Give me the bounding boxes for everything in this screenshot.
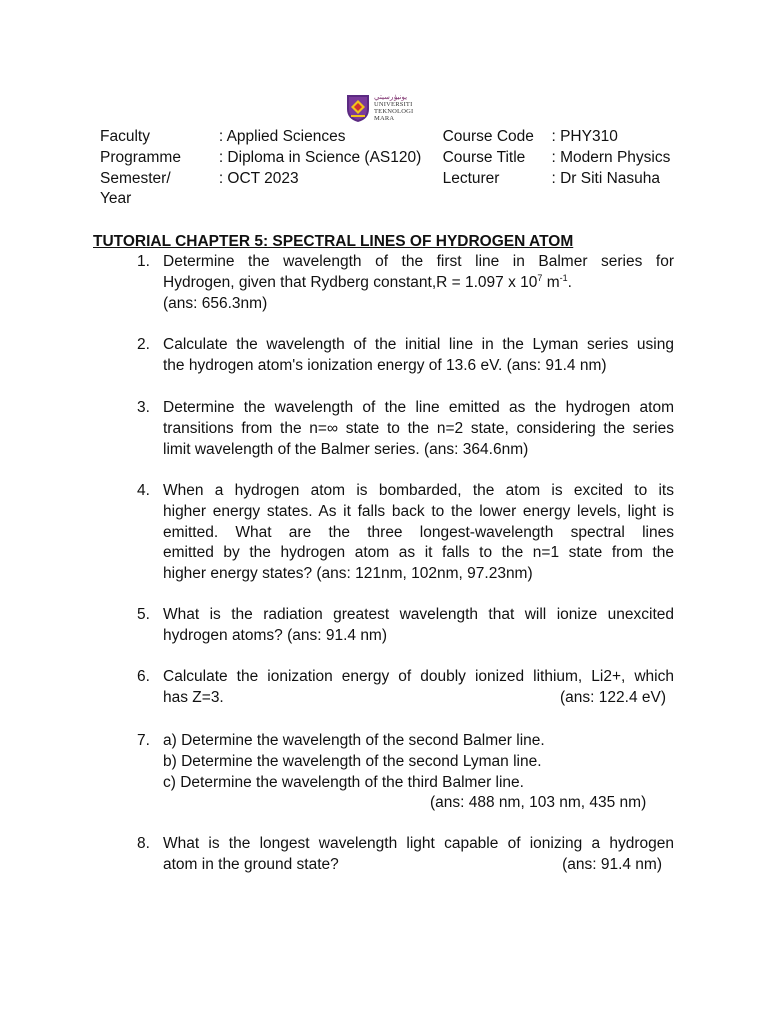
faculty-label: Faculty [100, 128, 150, 145]
question-text-line: hydrogen atoms? (ans: 91.4 nm) [163, 626, 388, 644]
course-code-value: : PHY310 [551, 128, 618, 145]
question-number: 1. [137, 253, 150, 270]
question-text-line: What is the radiation greatest wavelength that will ionize unexcited [163, 606, 674, 623]
question-number: 5. [137, 606, 150, 623]
answer-text: (ans: 91.4 nm) [562, 855, 662, 873]
logo-line-1: UNIVERSITI [374, 101, 413, 108]
question-number: 8. [137, 835, 150, 852]
programme-value: : Diploma in Science (AS120) [218, 148, 422, 166]
question-number: 2. [137, 336, 150, 353]
question-text-line: Calculate the wavelength of the initial line in the Lyman series using [163, 336, 674, 353]
tutorial-title: TUTORIAL CHAPTER 5: SPECTRAL LINES OF HYDROGEN ATOM [93, 233, 574, 250]
lecturer-label: Lecturer [442, 169, 500, 187]
question-text: has Z=3. [163, 688, 224, 706]
course-code-label: Course Code [442, 128, 534, 145]
question-text-line: When a hydrogen atom is bombarded, the atom is excited to its [163, 482, 674, 499]
question-number: 7. [137, 732, 150, 749]
question-8 [137, 834, 674, 876]
question-1 [137, 252, 674, 314]
rydberg-text: Hydrogen, given that Rydberg constant,R = 1.097 x 10 [163, 273, 538, 291]
faculty-value: : Applied Sciences [218, 128, 346, 145]
exponent: -1 [559, 272, 568, 283]
question-text-line: Determine the wavelength of the line emitted as the hydrogen atom [163, 399, 674, 416]
question-text-line: Determine the wavelength of the first line in Balmer series for [163, 253, 674, 270]
logo-line-2: TEKNOLOGI [374, 108, 414, 115]
question-text-line: higher energy states? (ans: 121nm, 102nm, 97.23nm) [163, 565, 533, 583]
question-text-line: What is the longest wavelength light capable of ionizing a hydrogen [163, 835, 674, 852]
question-text-line: limit wavelength of the Balmer series. (ans: 364.6nm) [163, 440, 529, 458]
lecturer-value: : Dr Siti Nasuha [551, 169, 661, 187]
question-text-line: Calculate the ionization energy of doubly ionized lithium, Li2+, which [163, 668, 674, 685]
question-part-c: c) Determine the wavelength of the third Balmer line. [163, 773, 524, 791]
answer-text: (ans: 122.4 eV) [560, 688, 666, 706]
question-number: 3. [137, 399, 150, 416]
info-row-semester [100, 169, 700, 190]
question-text-line: emitted. What are the three longest-wavelength spectral lines [163, 523, 674, 541]
question-2 [137, 335, 674, 377]
logo-line-3: MARA [374, 115, 395, 122]
logo-jawi: يونيۏرسيتي [374, 93, 408, 101]
info-row-faculty [100, 127, 700, 148]
unit-text: m [542, 273, 560, 291]
course-info-table [100, 127, 700, 210]
question-text-line: emitted by the hydrogen atom as it falls to the n=1 state from the [163, 544, 674, 562]
answer-text: (ans: 656.3nm) [163, 294, 268, 312]
question-text-line [163, 855, 674, 876]
logo-wordmark [374, 94, 413, 122]
question-text-line: transitions from the n=∞ state to the n=2 state, considering the series [163, 419, 674, 437]
question-6 [137, 667, 674, 709]
question-text-line: higher energy states. As it falls back to the lower energy levels, light is [163, 502, 674, 520]
question-text-line: the hydrogen atom's ionization energy of 13.6 eV. (ans: 91.4 nm) [163, 356, 607, 374]
info-row-year [100, 189, 700, 210]
question-text: atom in the ground state? [163, 855, 339, 873]
answer-text: (ans: 488 nm, 103 nm, 435 nm) [430, 794, 647, 812]
question-text-line [163, 273, 674, 294]
question-number: 6. [137, 668, 150, 685]
question-3 [137, 398, 674, 460]
info-row-programme [100, 148, 700, 169]
question-number: 4. [137, 482, 150, 499]
question-text-line [163, 688, 674, 709]
period: . [567, 273, 572, 291]
question-part-a: a) Determine the wavelength of the second Balmer line. [163, 732, 545, 749]
semester-value: : OCT 2023 [218, 169, 299, 187]
question-5 [137, 605, 674, 647]
question-7 [137, 731, 674, 814]
programme-label: Programme [100, 148, 181, 166]
exponent: 7 [537, 272, 543, 283]
year-label: Year [100, 190, 132, 208]
semester-label: Semester/ [100, 169, 171, 187]
question-4 [137, 481, 674, 585]
course-title-label: Course Title [442, 148, 526, 166]
question-part-b: b) Determine the wavelength of the second Lyman line. [163, 752, 542, 770]
uitm-logo [345, 90, 425, 126]
uitm-crest-icon [345, 93, 371, 123]
course-title-value: : Modern Physics [551, 148, 671, 166]
